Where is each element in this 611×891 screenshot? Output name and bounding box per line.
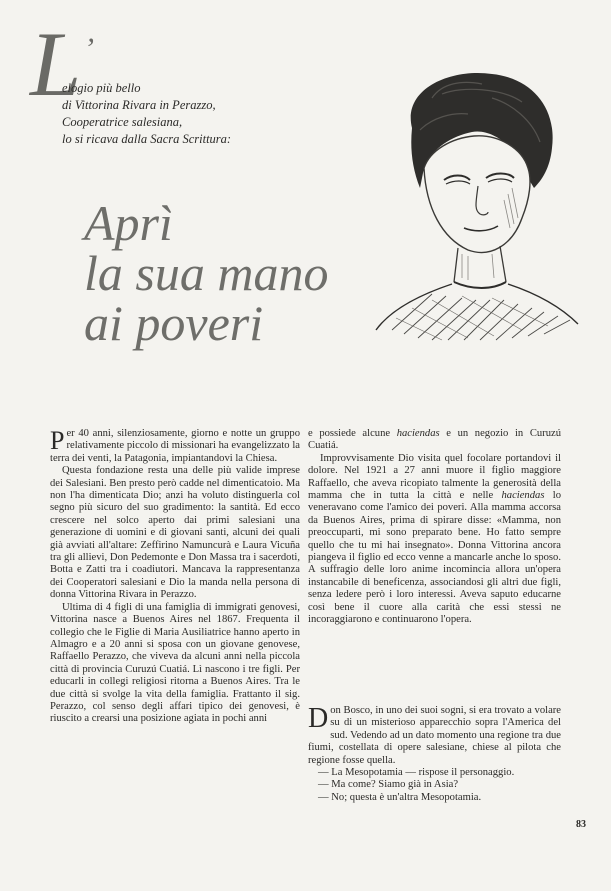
- italic-term: haciendas: [501, 490, 545, 502]
- title-line: la sua mano: [84, 245, 329, 301]
- paragraph: [308, 428, 561, 453]
- paragraph-text: e possiede alcune: [308, 428, 397, 439]
- intro-line: elogio più bello: [62, 81, 141, 95]
- dialogue-line: — Ma come? Siamo già in Asia?: [318, 779, 459, 791]
- paragraph: Questa fondazione resta una delle più valide imprese dei Salesiani. Ben presto però cadde nel dimenticatoio. Ma non l'ha dimenticata Dio; anzi ha voluto distinguerla col segno più sicuro del suo gradimento: la santità. Ed ecco crescere nel solco aperto dai primi salesiani una generazione di uomini e di giovani santi, alcuni dei quali già avviati all'altare: Zeffirino Namuncurà e Laura Vicuña tra gli allievi, Don Pedemonte e Don Massa tra i sacerdoti, Botta e Zatti tra i coadiutori. Mancava la rappresentanza dei Cooperatori salesiani e Dio la manda nella persona di donna Vittorina Rivara in Perazzo.: [50, 465, 300, 601]
- page-number: 83: [576, 819, 586, 830]
- paragraph-text: e un negozio in Curuzú Cuatiá.: [308, 428, 561, 452]
- left-column: [50, 428, 300, 726]
- paragraph: Ultima di 4 figli di una famiglia di immigrati genovesi, Vittorina nasce a Buenos Aires nel 1867. Frequenta il collegio che le Figlie di Maria Ausiliatrice hanno aperto in Almagro e a 20 anni si sposa con un giovane genovese, Raffaello Perazzo, che viveva da alcuni anni nella piccola città di provincia Curuzú Cuatiá. Lì nascono i tre figli. Per educarli in collegi religiosi ritorna a Buenos Aires. Tra le due città si svolge la vita della famiglia. Frattanto il sig. Perazzo, col senso degli affari tipico dei genovesi, è riuscito a crearsi una posizione agiata in pochi anni: [50, 601, 300, 725]
- don-bosco-section: [308, 705, 561, 804]
- paragraph-text: er 40 anni, silenziosamente, giorno e notte un gruppo relativamente piccolo di missionari ha evangelizzato la terra dei venti, la Patagonia, impiantandovi la Chiesa.: [50, 428, 300, 464]
- paragraph-text: lo veneravano come l'amico dei poveri. Alla mamma accorsa da Buenos Aires, prima di spirare disse: «Mamma, non preoccuparti, mi sono preparato bene. Ho fatto sempre quello che tu mi hai insegnato». Donna Vittorina ancora piangeva il figlio ed ecco venne a mancarle anche lo sposo. A suffragio delle loro anime incomincia allora un'opera instancabile di beneficenza, associandosi gli altri due figli, senza ledere però i loro interessi. Aveva saputo educarne così bene il cuore alla carità che essi stessi ne incoraggiarono e continuarono l'opera.: [308, 490, 561, 626]
- intro-text: [62, 80, 362, 148]
- portrait-illustration: [372, 68, 582, 343]
- intro-line: di Vittorina Rivara in Perazzo,: [62, 98, 216, 112]
- article-title: [84, 195, 384, 351]
- right-column: [308, 428, 561, 627]
- dialogue-line: — La Mesopotamia — rispose il personaggio.: [318, 767, 515, 779]
- paragraph: [308, 705, 561, 767]
- intro-line: Cooperatrice salesiana,: [62, 115, 183, 129]
- drop-letter-apostrophe: ’: [84, 32, 94, 65]
- paragraph-text: on Bosco, in uno dei suoi sogni, si era trovato a volare su di un misterioso apparecchio sopra l'America del sud. Vedendo ad un dato momento una regione tra due fiumi, costellata di opere salesiane, chiese al pilota che regione fosse quella.: [308, 705, 561, 766]
- dropcap: D: [308, 703, 329, 734]
- dropcap: P: [50, 426, 65, 455]
- paragraph: [308, 453, 561, 627]
- paragraph-text: Improvvisamente Dio visita quel focolare portandovi il dolore. Nel 1921 a 27 anni muore il figlio maggiore Raffaello, che aveva ricopiato talmente la generosità della mamma che in tutta la città e nelle: [308, 452, 561, 502]
- title-line: ai poveri: [84, 295, 264, 351]
- title-line: Aprì: [84, 195, 173, 251]
- dialogue-line: — No; questa è un'altra Mesopotamia.: [318, 791, 482, 803]
- italic-term: haciendas: [396, 428, 440, 439]
- drop-letter-l: L: [30, 13, 82, 115]
- paragraph: [50, 428, 300, 465]
- intro-line: lo si ricava dalla Sacra Scrittura:: [62, 132, 232, 146]
